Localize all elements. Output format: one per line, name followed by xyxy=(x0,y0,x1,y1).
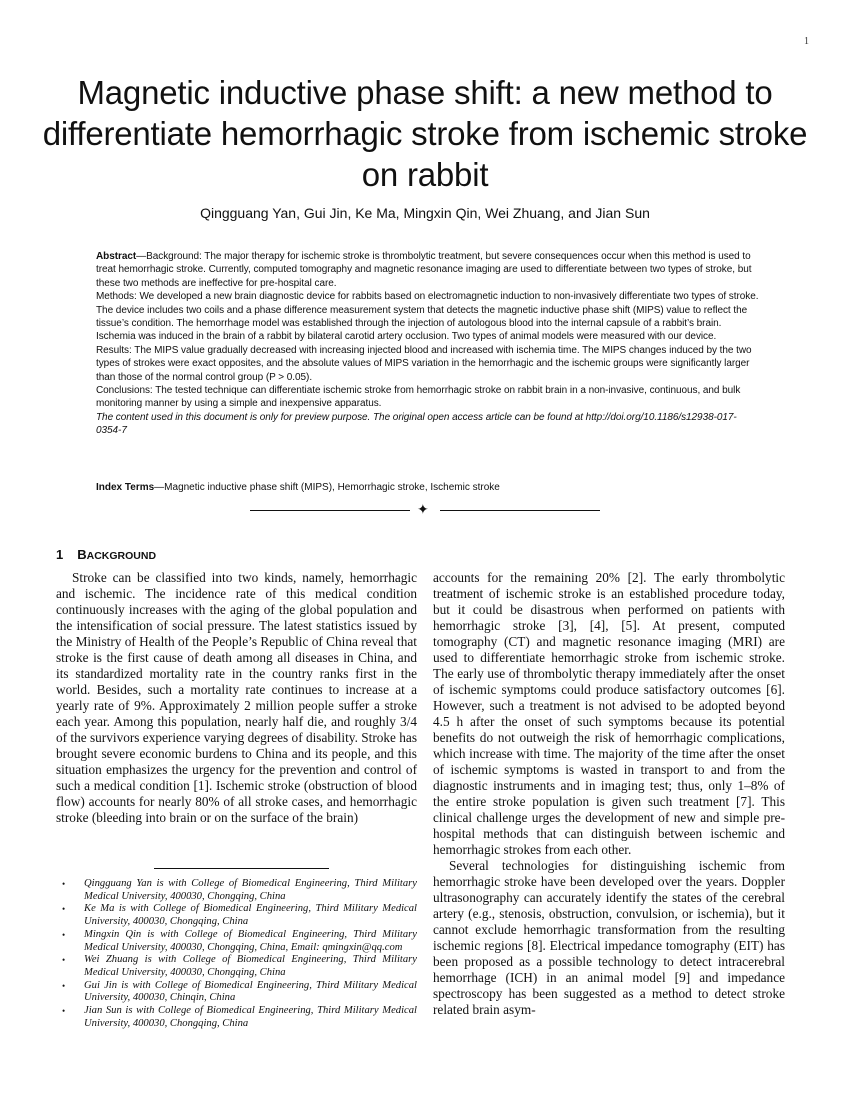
separator-line-right xyxy=(440,510,600,511)
affiliation-text: Jian Sun is with College of Biomedical Engineering, Third Military Medical University, 400030, Chongqing, China xyxy=(84,1005,417,1029)
affiliation-text: Wei Zhuang is with College of Biomedical Engineering, Third Military Medical University, 400030, Chongqing, China xyxy=(84,954,417,978)
abstract-conclusions: Conclusions: The tested technique can differentiate ischemic stroke from hemorrhagic stroke on rabbit brain in a non-invasive, continuous, and bulk monitoring manner by using a simple and inexpensive apparatus. xyxy=(96,385,741,410)
bullet-icon: • xyxy=(62,879,66,889)
body-paragraph: accounts for the remaining 20% [2]. The early thrombolytic treatment of ischemic stroke is an established procedure today, but it could be disastrous when performed on patients with hemorrhagic stroke [3], [4], [5]. At present, computed tomography (CT) and magnetic resonance imaging (MRI) are used to differentiate hemorrhagic stroke from ischemic stroke. The early use of thrombolytic therapy immediately after the onset of ischemic symptoms could produce satisfactory outcomes [6]. However, such a treatment is not advised to be adopted beyond 4.5 h after the onset of such symptoms because its potential benefits do not outweigh the risk of hemorrhagic complications, which increase with time. The majority of the time after the onset of ischemic symptoms is wasted in transport to and from the diagnostic instruments and in imaging test; thus, only 1–8% of the entire stroke population is given such treatment [7]. This clinical challenge urges the development of new and simple pre-hospital methods that can distinguish between ischemic and hemorrhagic strokes from each other. xyxy=(433,570,785,857)
bullet-icon: • xyxy=(62,929,66,940)
abstract-results: Results: The MIPS value gradually decreased with increasing injected blood and increased with ischemia time. The MIPS changes induced by the two types of strokes were exact opposites, and the absolute values of MIPS variation in the hemorrhagic and the ischemic groups were significantly larger than those of the normal control group (P > 0.05). xyxy=(96,344,752,383)
bullet-icon: • xyxy=(62,1006,66,1017)
left-column xyxy=(56,570,417,826)
separator-line-left xyxy=(250,510,410,511)
body-paragraph: Stroke can be classified into two kinds, namely, hemorrhagic and ischemic. The incidence rate of this medical condition continuously increases with the aging of the global population and the intensification of social pressure. The latest statistics issued by the Ministry of Health of the People’s Republic of China reveal that stroke is the first cause of death among all diseases in China, and its standardized mortality rate in the country ranks first in the world. Besides, such a mortality rate continues to increase at a yearly rate of 9%. Approximately 2 million people suffer a stroke each year. Among this population, nearly half die, and roughly 3/4 of the survivors experience varying degrees of disability. Stroke has brought severe economic burdens to China and its people, and this situation emphasizes the urgency for the prevention and control of such a medical condition [1]. Ischemic stroke (obstruction of blood flow) accounts for nearly 80% of all stroke cases, and hemorrhagic stroke (bleeding into brain or on the surface of the brain) xyxy=(56,570,418,825)
affiliation-item xyxy=(62,980,417,1005)
author-affiliations xyxy=(62,878,417,1030)
index-terms-dash: — xyxy=(154,482,165,493)
abstract-label: Abstract xyxy=(96,251,137,262)
diamond-icon: ✦ xyxy=(417,502,429,518)
preview-notice: The content used in this document is only for preview purpose. The original open access article can be found at http://doi.org/10.1186/s12938-017-0354-7 xyxy=(96,411,737,437)
abstract xyxy=(96,250,761,438)
right-column xyxy=(433,570,785,1018)
section-number: 1 xyxy=(56,547,64,562)
page-number: 1 xyxy=(804,36,809,47)
abstract-methods: Methods: We developed a new brain diagnostic device for rabbits based on electromagnetic induction to non-invasively differentiate two types of stroke. The device includes two coils and a phase difference measurement system that detects the magnetic inductive phase shift (MIPS) value to reflect the tissue’s condition. The hemorrhage model was established through the injection of autologous blood into the internal capsule of a rabbit’s brain. Ischemia was induced in the brain of a rabbit by bilateral carotid artery occlusion. Two types of animal models were measured with our device. xyxy=(96,291,759,343)
bullet-icon: • xyxy=(62,904,66,915)
bullet-icon: • xyxy=(62,955,66,966)
affiliation-item xyxy=(62,954,417,979)
index-terms xyxy=(96,482,761,493)
affiliation-text: Ke Ma is with College of Biomedical Engineering, Third Military Medical University, 400030, Chongqing, China xyxy=(84,903,417,928)
section-separator xyxy=(250,504,600,518)
abstract-background xyxy=(96,250,761,290)
footnote-rule xyxy=(154,868,329,869)
section-title-rest: ACKGROUND xyxy=(86,550,157,562)
affiliation-item xyxy=(62,903,417,928)
abstract-background-text: Background: The major therapy for ischemic stroke is thrombolytic treatment, but severe consequences occur when this method is used to treat hemorrhagic stroke. Currently, computed tomography and magnetic resonance imaging are used to differentiate between two types of stroke, but these two methods are ineffective for pre-hospital care. xyxy=(96,251,752,289)
section-heading-background xyxy=(56,547,156,562)
body-paragraph: Several technologies for distinguishing ischemic from hemorrhagic stroke have been developed over the years. Doppler ultrasonography can accurately identify the states of the cerebral artery (e.g., stenosis, obstruction, convulsion, or ischemia), but it cannot exclude hemorrhagic transformation from the resulting ischemic regions [8]. Electrical impedance tomography (EIT) has been proposed as a possible technology to detect intracerebral hemorrhage (ICH) in an animal model [9] and impedance spectroscopy has been suggested as a method to detect stroke related brain asym- xyxy=(433,858,785,1017)
affiliation-text: Gui Jin is with College of Biomedical Engineering, Third Military Medical University, 400030, Chinqin, China xyxy=(84,979,417,1004)
section-title-initial: B xyxy=(77,547,87,562)
affiliation-item xyxy=(62,1005,417,1030)
affiliation-item xyxy=(62,878,417,903)
abstract-dash: — xyxy=(136,251,147,262)
affiliation-item xyxy=(62,929,417,954)
affiliation-text: Mingxin Qin is with College of Biomedical Engineering, Third Military Medical University, 400030, Chongqing, China, Email: qmingxin@qq.com xyxy=(84,928,417,953)
author-list: Qingguang Yan, Gui Jin, Ke Ma, Mingxin Qin, Wei Zhuang, and Jian Sun xyxy=(200,205,650,221)
paper-title: Magnetic inductive phase shift: a new method to differentiate hemorrhagic stroke from ischemic stroke on rabbit xyxy=(42,74,808,193)
index-terms-label: Index Terms xyxy=(96,482,155,493)
bullet-icon: • xyxy=(62,980,66,991)
index-terms-text: Magnetic inductive phase shift (MIPS), Hemorrhagic stroke, Ischemic stroke xyxy=(164,482,500,493)
affiliation-text: Qingguang Yan is with College of Biomedical Engineering, Third Military Medical University, 400030, Chongqing, China xyxy=(84,878,417,902)
